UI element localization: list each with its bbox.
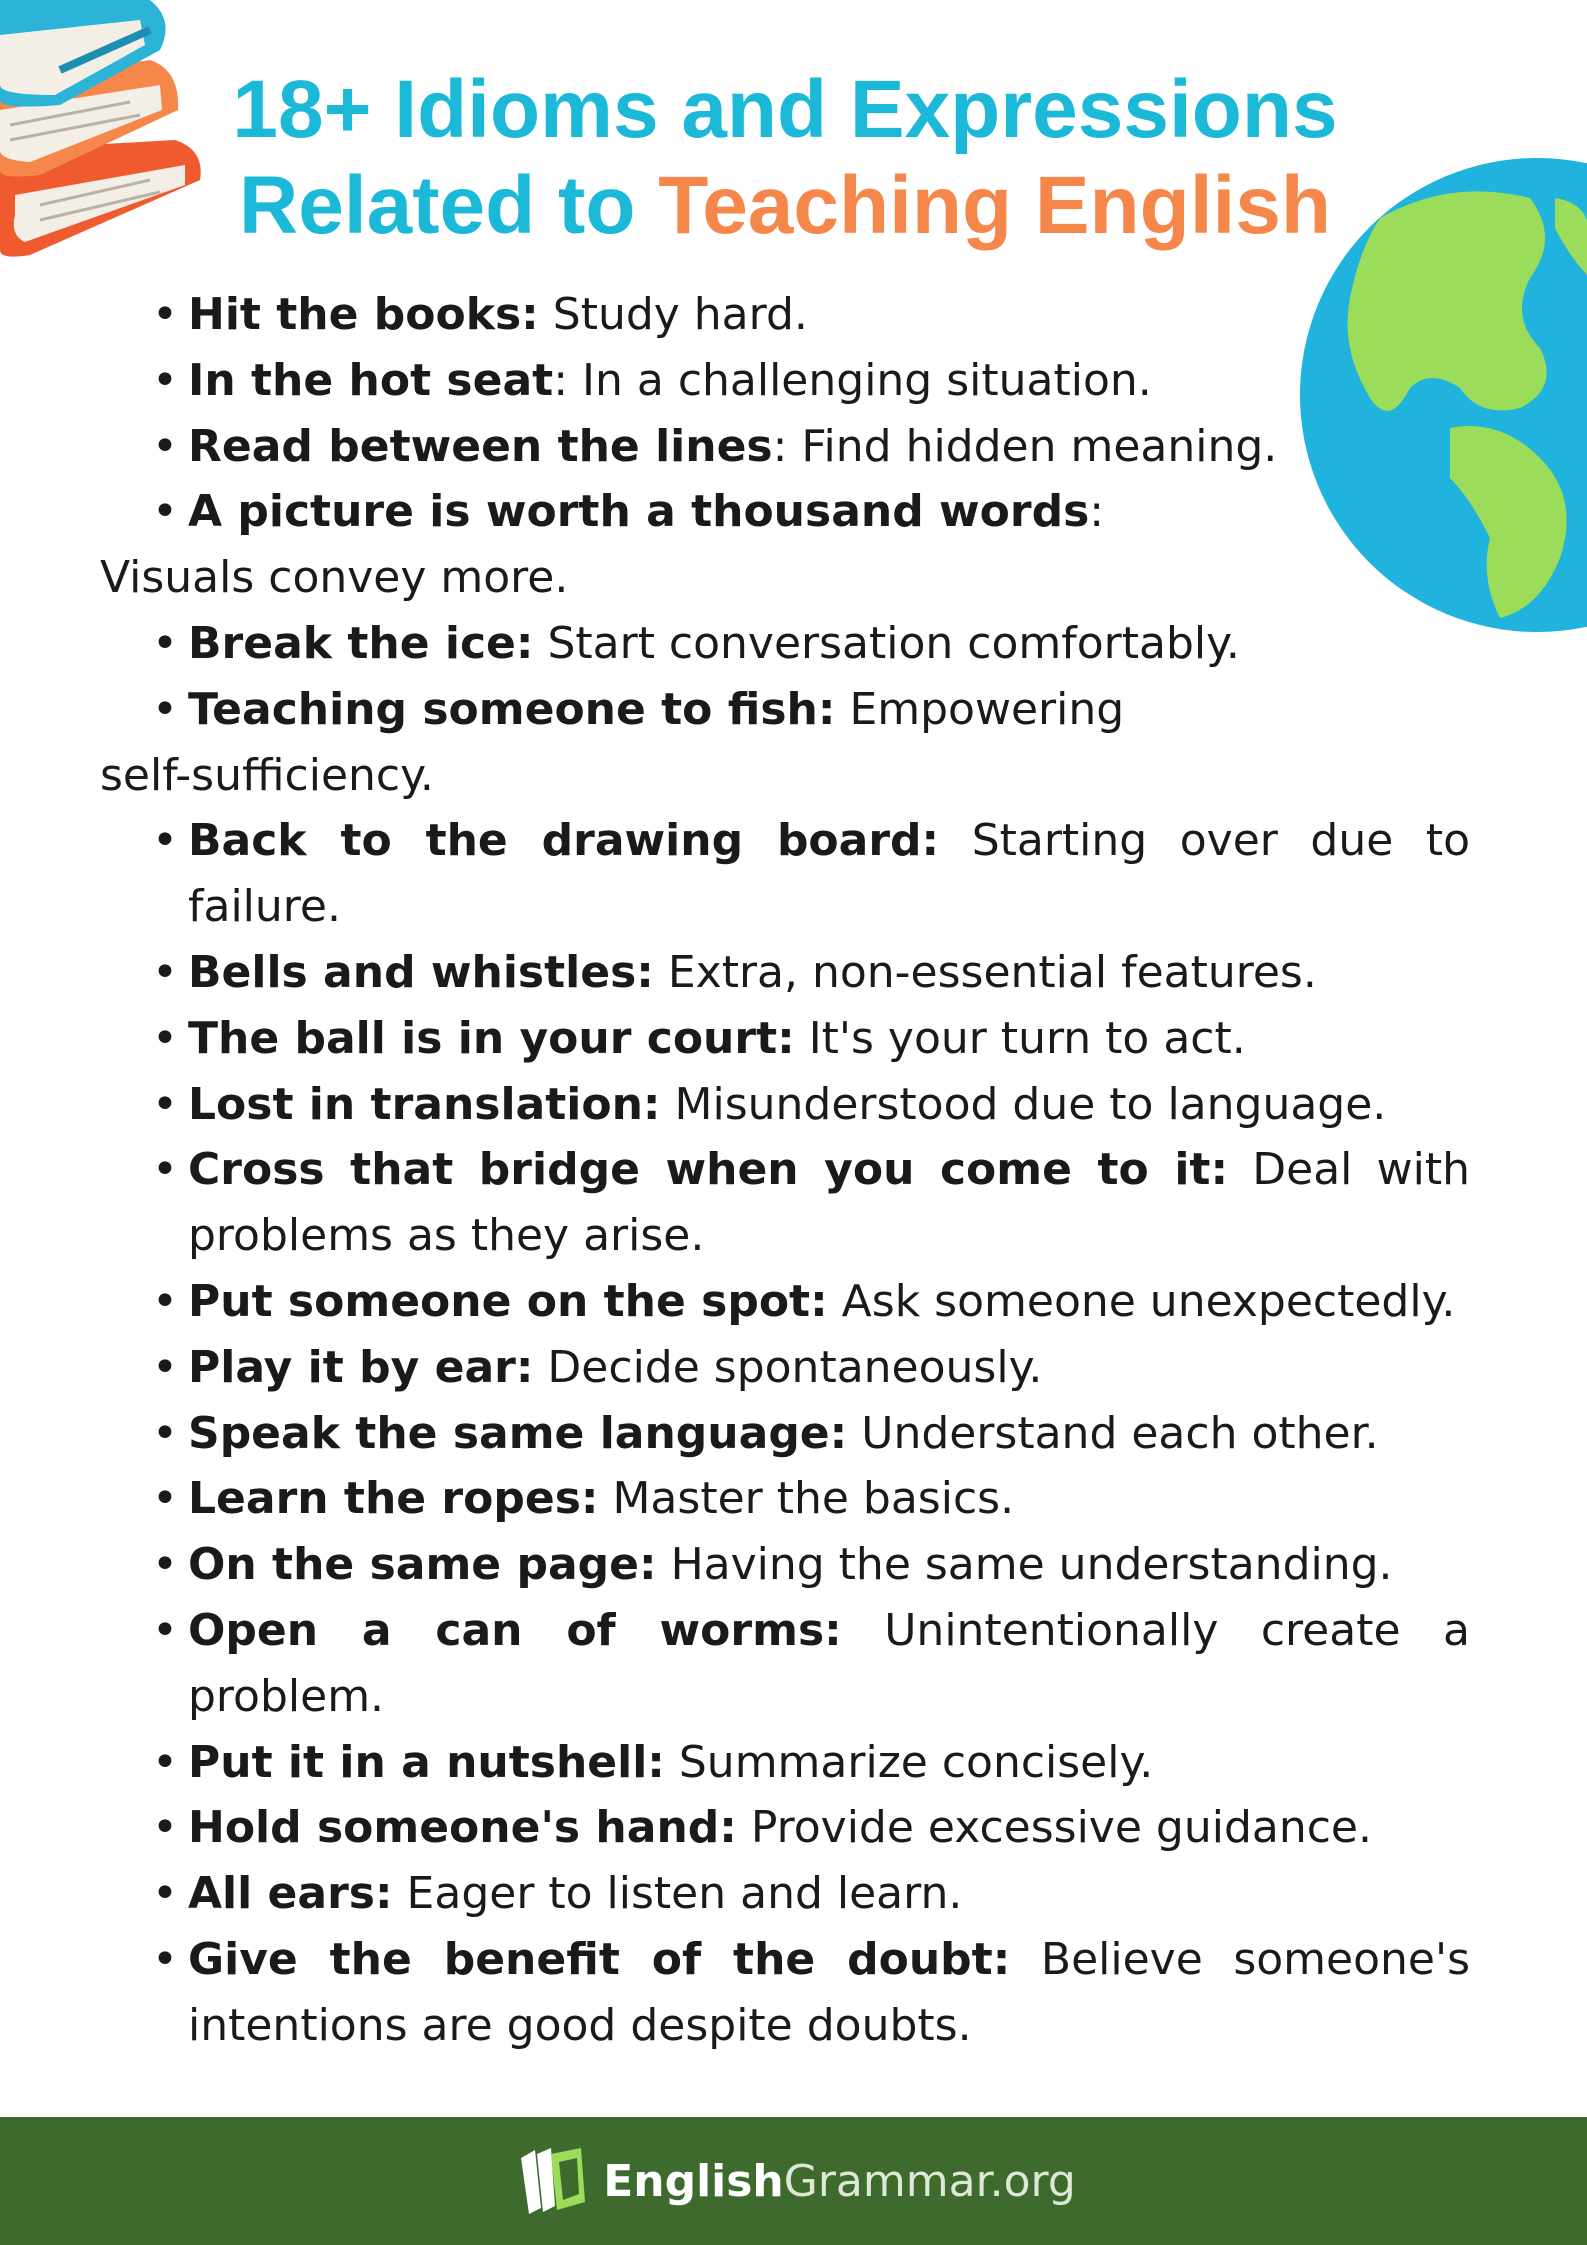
idiom-item [100,611,1470,677]
idiom-term: The ball is in your court: [188,1012,795,1064]
title-line-1: 18+ Idioms and Expressions [232,64,1338,155]
idiom-item [100,677,1470,809]
bullet-icon: • [152,1802,178,1854]
bullet-icon: • [152,1868,178,1920]
idiom-definition: Summarize concisely. [664,1736,1154,1788]
idiom-term: Hold someone's hand: [188,1802,737,1854]
idiom-item [100,1927,1470,2059]
idiom-item [100,479,1470,611]
idiom-term: In the hot seat [188,354,554,406]
idiom-item [100,1269,1470,1335]
bullet-icon: • [152,617,178,669]
idiom-definition: Ask someone unexpectedly. [827,1275,1456,1327]
idiom-item [100,1335,1470,1401]
bullet-icon: • [152,289,178,340]
idiom-definition: It's your turn to act. [794,1012,1246,1064]
idiom-definition: Extra, non-essential features. [653,946,1317,998]
bullet-icon: • [152,1604,178,1656]
idiom-item [100,1072,1470,1138]
idiom-item [100,1137,1470,1269]
bullet-icon: • [152,1473,178,1525]
idiom-term: Hit the books: [188,289,539,340]
idiom-definition: Provide excessive guidance. [736,1802,1372,1854]
idiom-definition: Understand each other. [847,1407,1379,1459]
idiom-term: Break the ice: [188,617,534,669]
idiom-list [100,282,1470,2059]
idiom-term: Read between the lines [188,420,773,472]
bullet-icon: • [152,815,178,867]
title-line-2-prefix: Related to [239,160,659,251]
idiom-term: Lost in translation: [188,1078,661,1130]
idiom-definition: Starting over due to failure. [188,815,1471,933]
footer-bar [0,2117,1587,2245]
idiom-term: Put it in a nutshell: [188,1736,665,1788]
bullet-icon: • [152,354,178,406]
bullet-icon: • [152,1736,178,1788]
idiom-definition: Believe someone's intentions are good despite doubts. [188,1933,1471,2051]
idiom-term: Teaching someone to fish: [188,683,836,735]
idiom-term: Give the benefit of the doubt: [188,1933,1011,1985]
idiom-term: Back to the drawing board: [188,815,940,867]
idiom-term: Learn the ropes: [188,1473,599,1525]
idiom-term: Open a can of worms: [188,1604,842,1656]
idiom-item [100,1861,1470,1927]
idiom-item [100,1730,1470,1796]
idiom-item [100,1795,1470,1861]
idiom-term: Put someone on the spot: [188,1275,828,1327]
idiom-definition: Misunderstood due to language. [660,1078,1387,1130]
bullet-icon: • [152,1933,178,1985]
bullet-icon: • [152,946,178,998]
idiom-definition-continued: self-sufficiency. [100,749,434,801]
idiom-term: On the same page: [188,1539,657,1591]
idiom-term: Speak the same language: [188,1407,848,1459]
idiom-item [100,414,1470,480]
idiom-term: All ears: [188,1868,393,1920]
page-title [180,62,1390,254]
idiom-item [100,808,1470,940]
brand-name-light: Grammar.org [783,2155,1076,2207]
idiom-item [100,348,1470,414]
bullet-icon: • [152,1539,178,1591]
bullet-icon: • [152,420,178,472]
idiom-definition: Having the same understanding. [656,1539,1393,1591]
brand-name [603,2156,1076,2207]
idiom-definition-continued: Visuals convey more. [100,552,569,604]
bullet-icon: • [152,1275,178,1327]
idiom-item [100,1532,1470,1598]
idiom-term: Bells and whistles: [188,946,654,998]
idiom-item [100,940,1470,1006]
brand-logo [511,2144,1076,2218]
idiom-definition: Eager to listen and learn. [392,1868,963,1920]
idiom-definition: Empowering [835,683,1125,735]
idiom-definition: Study hard. [538,289,808,340]
idiom-term: Cross that bridge when you come to it: [188,1144,1229,1196]
idiom-definition: : In a challenging situation. [553,354,1152,406]
idiom-definition: Decide spontaneously. [533,1341,1043,1393]
bullet-icon: • [152,486,178,538]
idiom-definition: Deal with problems as they arise. [188,1144,1470,1262]
idiom-item [100,1466,1470,1532]
book-pages-icon [511,2144,591,2218]
bullet-icon: • [152,1144,178,1196]
idiom-item [100,1598,1470,1730]
idiom-definition: Start conversation comfortably. [533,617,1240,669]
idiom-definition: Master the basics. [598,1473,1015,1525]
bullet-icon: • [152,1012,178,1064]
bullet-icon: • [152,1407,178,1459]
bullet-icon: • [152,1078,178,1130]
idiom-item [100,1401,1470,1467]
bullet-icon: • [152,1341,178,1393]
title-line-2-accent: Teaching English [658,160,1331,251]
idiom-definition: : Find hidden meaning. [772,420,1278,472]
idiom-term: Play it by ear: [188,1341,534,1393]
idiom-definition: : [1089,486,1105,538]
brand-name-bold: English [603,2155,784,2207]
idiom-item [100,1006,1470,1072]
bullet-icon: • [152,683,178,735]
idiom-term: A picture is worth a thousand words [188,486,1090,538]
idiom-item [100,282,1470,348]
idiom-definition: Unintentionally create a problem. [188,1604,1470,1722]
